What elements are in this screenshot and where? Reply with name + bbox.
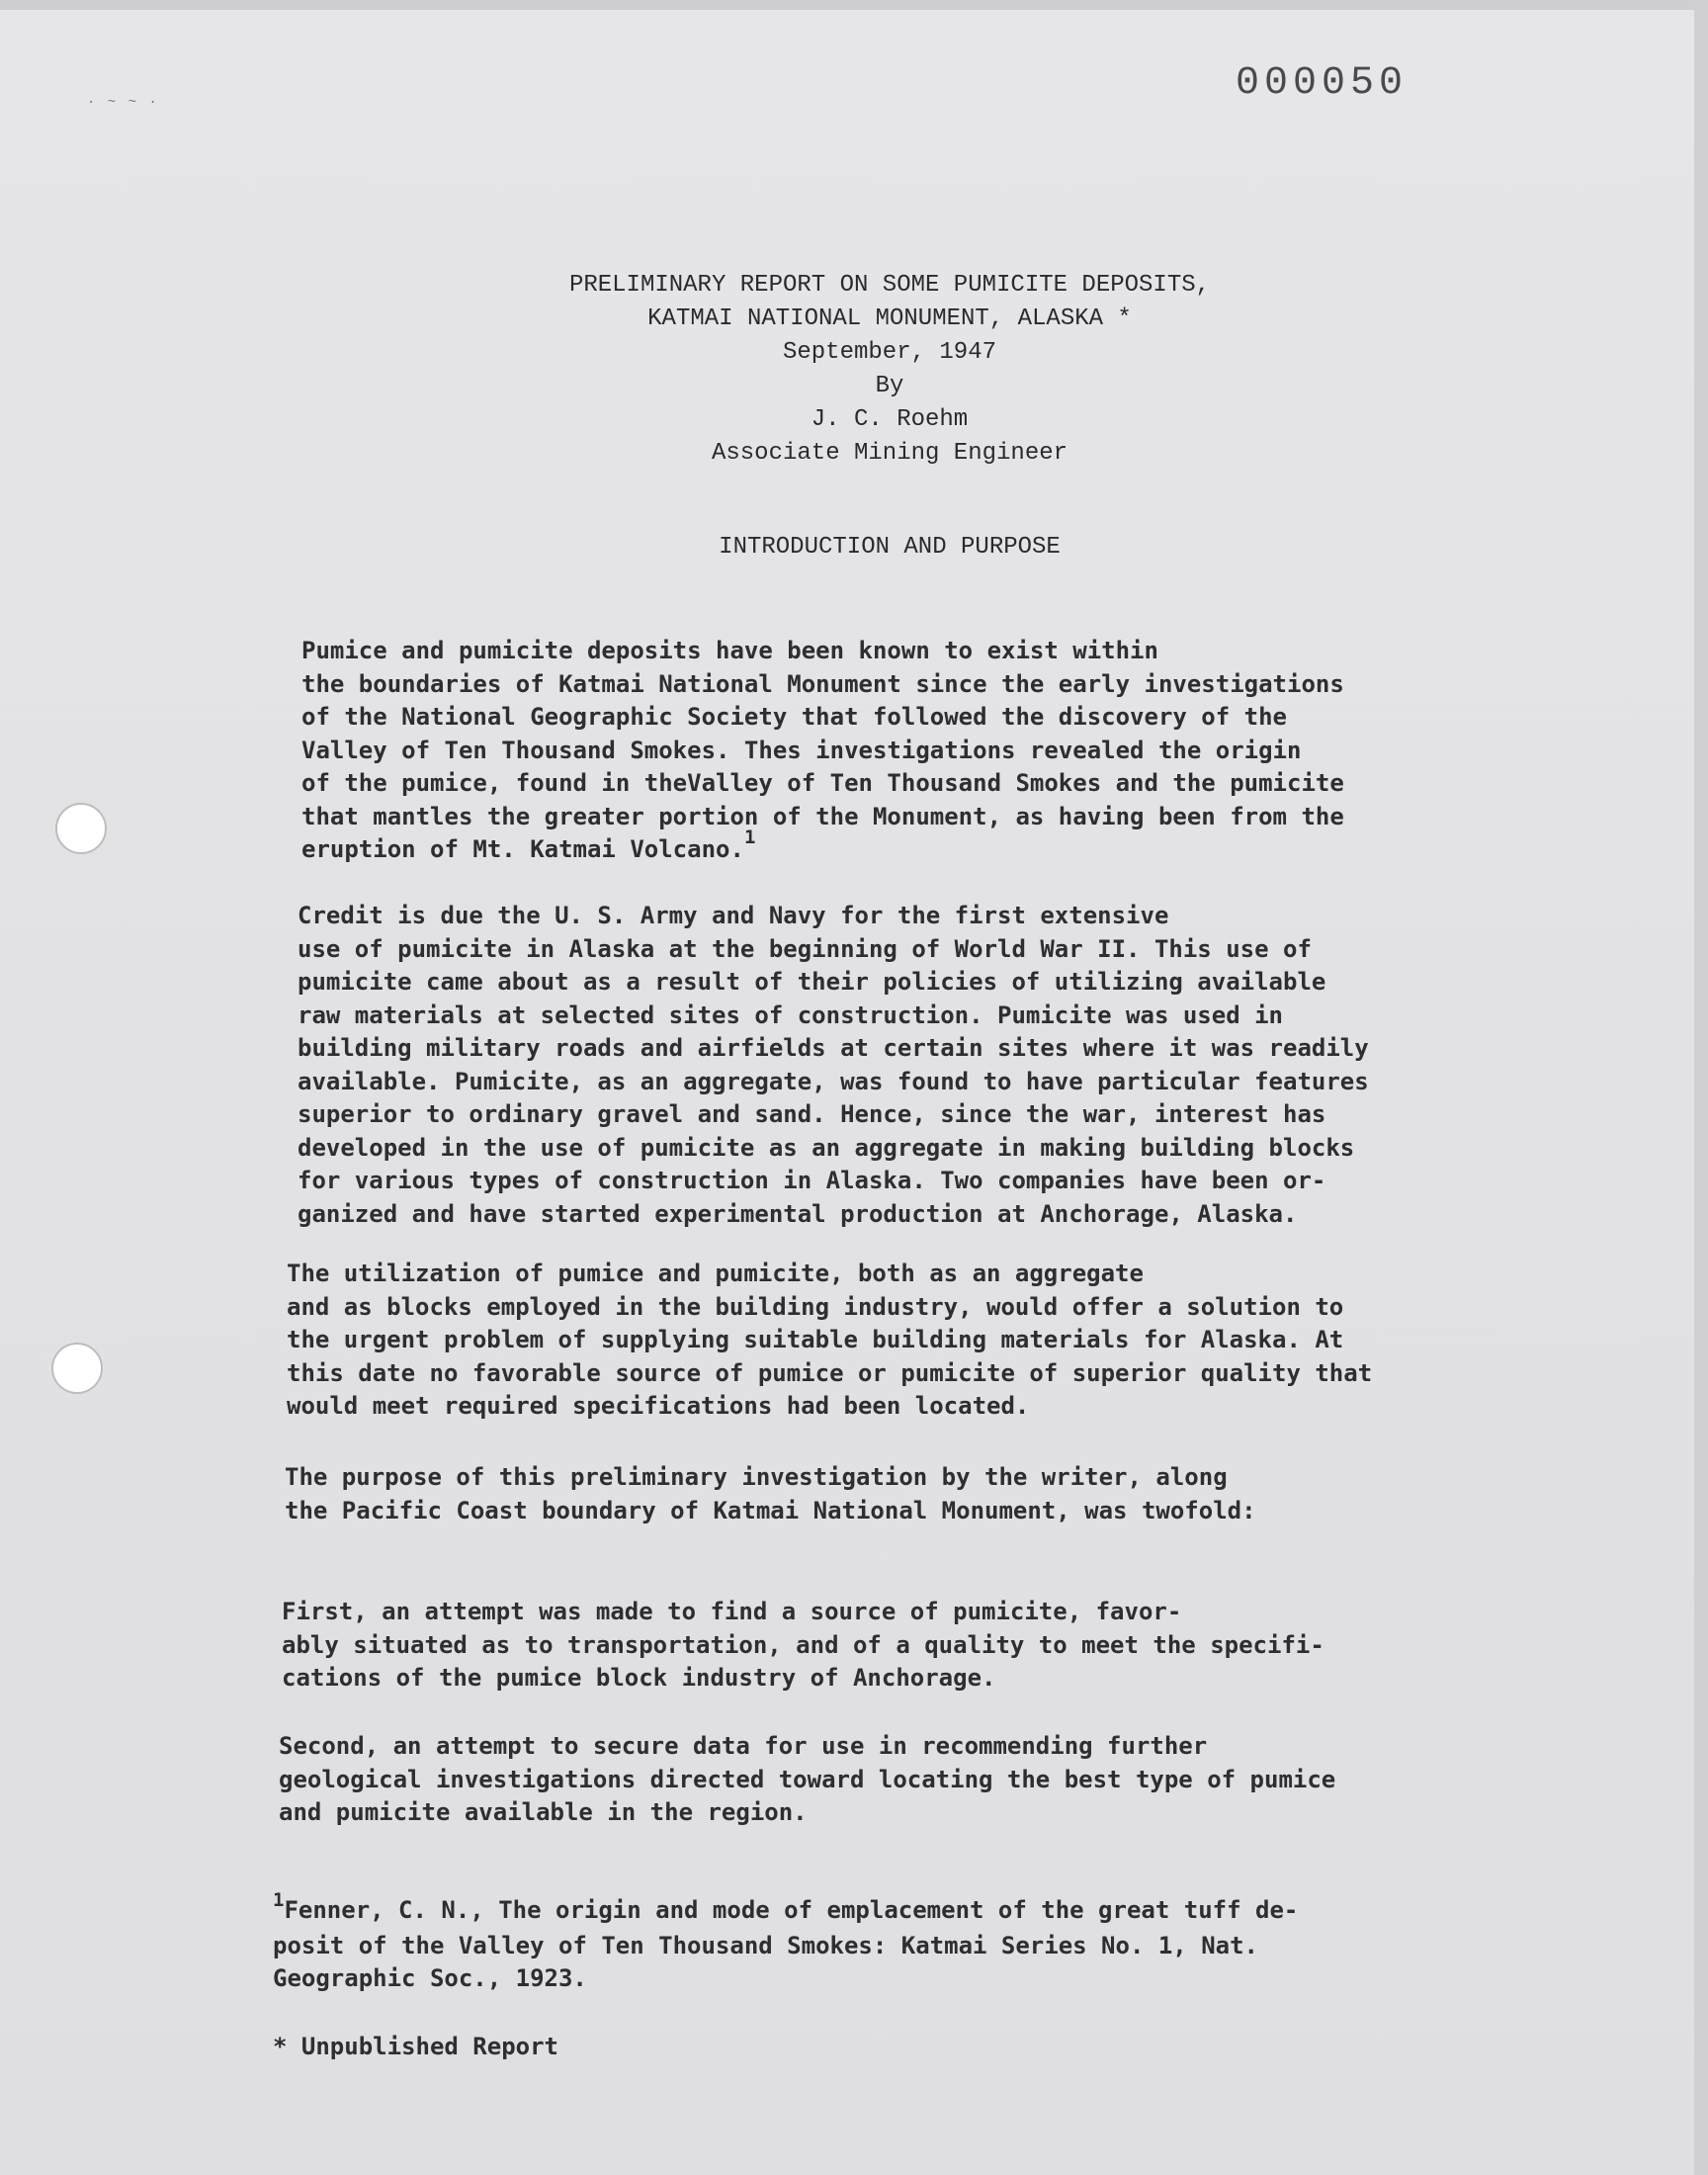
paragraph-line: of the pumice, found in theValley of Ten Thousand Smokes and the pumicite [301, 769, 1344, 797]
paragraph-line: developed in the use of pumicite as an aggregate in making building blocks [298, 1133, 1355, 1162]
paragraph-line: would meet required specifications had been located. [287, 1392, 1030, 1420]
paragraph-line: Second, an attempt to secure data for use in recommending further [279, 1732, 1208, 1760]
paragraph-line: Credit is due the U. S. Army and Navy for the first extensive [298, 902, 1169, 929]
page-top-edge [0, 0, 1708, 10]
footnote-line: posit of the Valley of Ten Thousand Smokes: Katmai Series No. 1, Nat. [273, 1931, 1258, 1959]
paragraph-2 [298, 900, 1369, 1231]
paragraph-line: this date no favorable source of pumice or pumicite of superior quality that [287, 1358, 1373, 1387]
paragraph-line: of the National Geographic Society that followed the discovery of the [301, 703, 1287, 731]
paragraph-line: the urgent problem of supplying suitable building materials for Alaska. At [287, 1326, 1344, 1353]
paragraph-6 [279, 1730, 1335, 1830]
paragraph-line: The purpose of this preliminary investigation by the writer, along [285, 1463, 1228, 1491]
paragraph-5 [282, 1596, 1324, 1696]
paragraph-line: geological investigations directed toward locating the best type of pumice [279, 1765, 1336, 1793]
paragraph-line: pumicite came about as a result of their policies of utilizing available [298, 968, 1326, 996]
report-date: September, 1947 [782, 339, 997, 366]
paragraph-line: eruption of Mt. Katmai Volcano. [301, 835, 744, 863]
byline-by: By [875, 373, 904, 399]
paragraph-line: the Pacific Coast boundary of Katmai National Monument, was twofold: [285, 1496, 1256, 1524]
paragraph-line: superior to ordinary gravel and sand. Hence, since the war, interest has [298, 1100, 1326, 1128]
paragraph-line: available. Pumicite, as an aggregate, was found to have particular features [298, 1067, 1369, 1095]
paragraph-1 [301, 635, 1344, 869]
footnote-line-with-number [273, 1889, 1299, 1930]
author-name: J. C. Roehm [811, 406, 969, 433]
paragraph-line: Pumice and pumicite deposits have been known to exist within [301, 637, 1158, 664]
stray-pen-mark: · ~ ~ · [87, 95, 159, 111]
paragraph-line: The utilization of pumice and pumicite, both as an aggregate [287, 1260, 1144, 1287]
title-line-2: KATMAI NATIONAL MONUMENT, ALASKA * [647, 305, 1132, 332]
page-right-edge [1694, 0, 1708, 2175]
paragraph-line: for various types of construction in Alaska. Two companies have been or- [298, 1167, 1326, 1194]
paragraph-line-with-ref [301, 826, 1344, 869]
serial-number: 000050 [1236, 61, 1409, 106]
paragraph-line: cations of the pumice block industry of Anchorage. [282, 1664, 996, 1692]
report-title-block [395, 269, 1384, 471]
punch-hole-lower [51, 1343, 103, 1394]
footnote-number: 1 [273, 1889, 285, 1911]
footnote [273, 1889, 1299, 1996]
paragraph-line: use of pumicite in Alaska at the beginning of World War II. This use of [298, 934, 1312, 963]
footnote-reference: 1 [743, 826, 756, 848]
paragraph-line: First, an attempt was made to find a source of pumicite, favor- [282, 1598, 1182, 1625]
paragraph-line: Valley of Ten Thousand Smokes. Thes investigations revealed the origin [301, 736, 1302, 764]
paragraph-line: the boundaries of Katmai National Monument since the early investigations [301, 669, 1344, 698]
footnote-line: Geographic Soc., 1923. [273, 1964, 587, 1992]
paragraph-line: and as blocks employed in the building industry, would offer a solution to [287, 1292, 1344, 1321]
paragraph-line: raw materials at selected sites of construction. Pumicite was used in [298, 1000, 1283, 1029]
unpublished-report-note: * Unpublished Report [273, 2033, 558, 2060]
paragraph-4 [285, 1461, 1256, 1527]
author-position: Associate Mining Engineer [711, 440, 1068, 467]
footnote-line: Fenner, C. N., The origin and mode of emplacement of the great tuff de- [284, 1896, 1299, 1924]
punch-hole-upper [55, 803, 107, 854]
paragraph-line: ganized and have started experimental production at Anchorage, Alaska. [298, 1199, 1298, 1228]
paragraph-3 [287, 1258, 1372, 1424]
title-line-1: PRELIMINARY REPORT ON SOME PUMICITE DEPOSITS, [568, 272, 1211, 299]
paragraph-line: building military roads and airfields at certain sites where it was readily [298, 1034, 1369, 1062]
paragraph-line: that mantles the greater portion of the Monument, as having been from the [301, 802, 1344, 830]
paragraph-line: and pumicite available in the region. [279, 1798, 808, 1826]
section-heading: INTRODUCTION AND PURPOSE [719, 534, 1061, 561]
paragraph-line: ably situated as to transportation, and of a quality to meet the specifi- [282, 1630, 1324, 1659]
